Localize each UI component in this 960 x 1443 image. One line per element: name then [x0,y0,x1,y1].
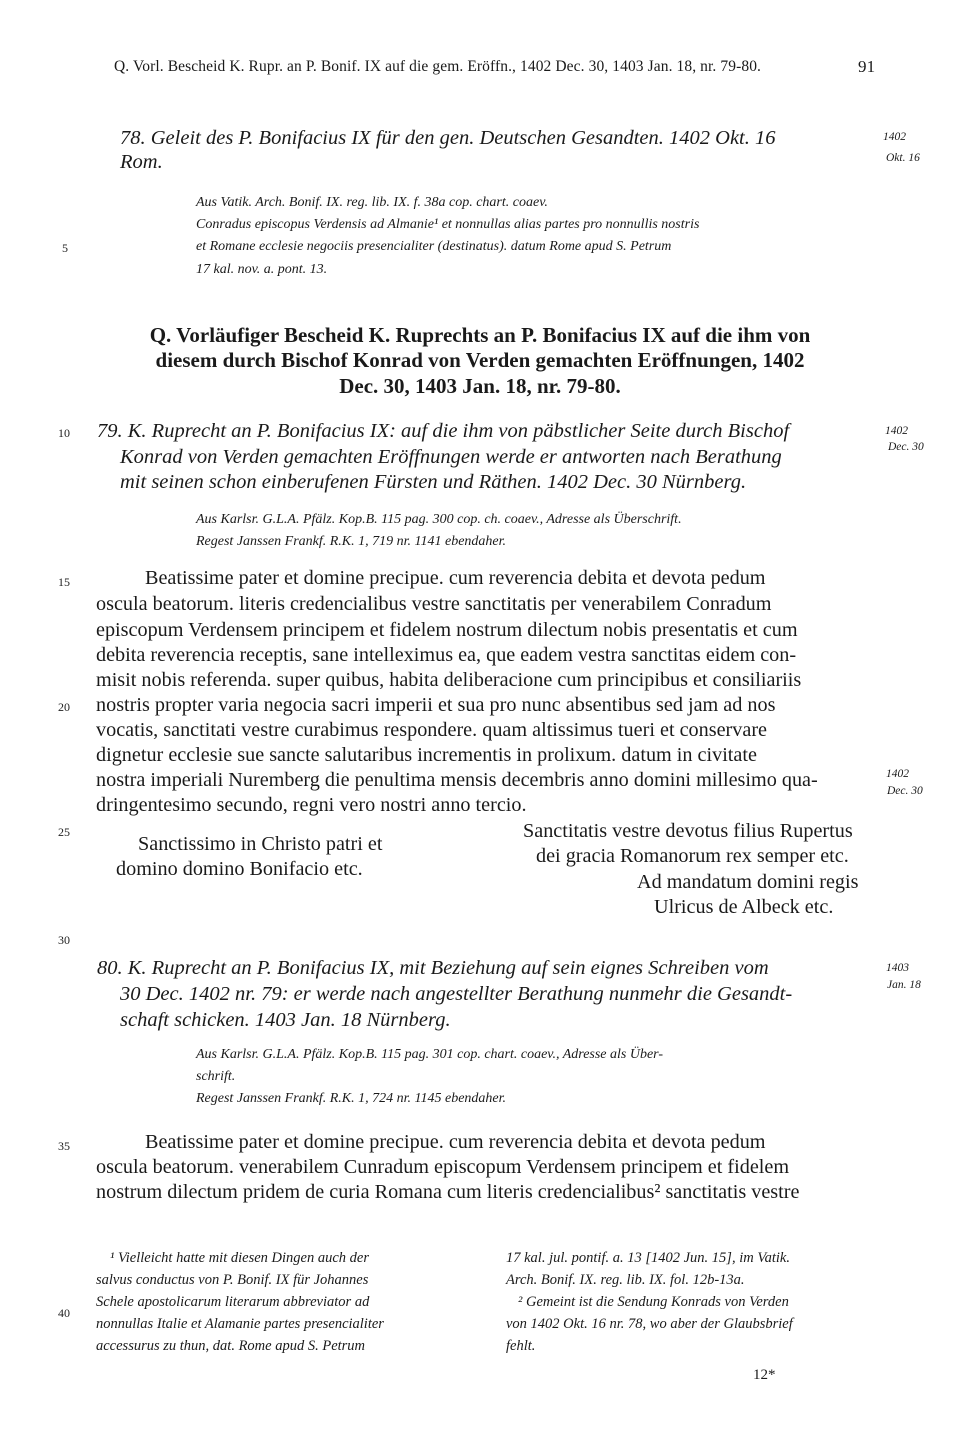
doc80-heading-line-3: schaft schicken. 1403 Jan. 18 Nürnberg. [120,1009,451,1031]
line-number-25: 25 [58,825,70,839]
line-number-15: 15 [58,575,70,589]
doc80-margin-year: 1403 [886,962,909,974]
doc79-text-line-4: debita reverencia receptis, sane intelleximus ea, que eadem vestra sanctitas eidem con- [96,644,797,666]
page-number: 91 [858,57,876,76]
doc78-source-line-3: et Romane ecclesie negociis presencialiter (destinatus). datum Rome apud S. Petrum [196,239,672,254]
doc79-text-line-2: oscula beatorum. literis credencialibus vestre sanctitatis per venerabilem Conradum [96,593,772,615]
doc79-address-line-1: Sanctissimo in Christo patri et [138,833,383,855]
doc79-text-line-8: dignetur ecclesie sue sancte salutaribus incrementis in prolixum. datum in civitate [96,744,757,766]
doc79-text-line-6: nostris propter varia negocia sacri imperii et sua pro nunc absentibus sed jam ad nos [96,694,776,716]
doc79-signature-line-2: dei gracia Romanorum rex semper etc. [536,845,849,867]
section-q-title-line-3: Dec. 30, 1403 Jan. 18, nr. 79-80. [339,374,621,398]
footnote-right-line-1: 17 kal. jul. pontif. a. 13 [1402 Jun. 15], im Vatik. [506,1250,790,1266]
doc78-source-line-4: 17 kal. nov. a. pont. 13. [196,262,328,277]
section-q-title-line-2: diesem durch Bischof Konrad von Verden gemachten Eröffnungen, 1402 [155,348,805,372]
doc80-text-line-1: Beatissime pater et domine precipue. cum reverencia debita et devota pedum [145,1131,766,1153]
footnote-right-line-2: Arch. Bonif. IX. reg. lib. IX. fol. 12b-13a. [506,1272,745,1288]
footnote-left-line-4: nonnullas Italie et Alamanie partes presencialiter [96,1316,384,1332]
doc79-text-line-9: nostra imperiali Nuremberg die penultima mensis decembris anno domini millesimo qua- [96,769,818,791]
doc80-heading-line-2: 30 Dec. 1402 nr. 79: er werde nach angestellter Berathung nunmehr die Gesandt- [120,983,793,1005]
doc80-source-line-2: schrift. [196,1069,236,1084]
footnote-right-line-3: ² Gemeint ist die Sendung Konrads von Verden [518,1294,789,1310]
doc80-source-line-1: Aus Karlsr. G.L.A. Pfälz. Kop.B. 115 pag. 301 cop. chart. coaev., Adresse als Über- [196,1047,664,1062]
doc79-heading-line-2: Konrad von Verden gemachten Eröffnungen werde er antworten nach Berathung [120,446,782,468]
doc79-text-line-7: vocatis, sanctitati vestre curabimus respondere. quam altissimus tueri et conservare [96,719,768,741]
doc79-source-line-2: Regest Janssen Frankf. R.K. 1, 719 nr. 1141 ebendaher. [196,534,507,549]
line-number-5: 5 [62,241,68,255]
doc80-text-line-2: oscula beatorum. venerabilem Cunradum episcopum Verdensem principem et fidelem [96,1156,790,1178]
line-number-20: 20 [58,700,70,714]
footnote-left-line-1: ¹ Vielleicht hatte mit diesen Dingen auch der [110,1250,369,1266]
doc79-signature-line-1: Sanctitatis vestre devotus filius Rupertus [523,820,853,842]
line-number-30: 30 [58,933,70,947]
footnote-right-line-4: von 1402 Okt. 16 nr. 78, wo aber der Glaubsbrief [506,1316,793,1332]
doc78-margin-year: 1402 [883,131,906,143]
doc78-heading-line1: 78. Geleit des P. Bonifacius IX für den gen. Deutschen Gesandten. 1402 Okt. 16 [120,127,776,149]
section-q-title-line-1: Q. Vorläufiger Bescheid K. Ruprechts an P. Bonifacius IX auf die ihm von [149,323,811,347]
doc79-address-line-2: domino domino Bonifacio etc. [116,858,363,880]
doc78-source-line-2: Conradus episcopus Verdensis ad Almanie¹ et nonnullas alias partes pro nonnullis nostris [196,217,700,232]
doc79-signature-line-4: Ulricus de Albeck etc. [654,896,834,918]
printer-signature-mark: 12* [753,1367,776,1383]
doc80-text-line-3: nostrum dilectum pridem de curia Romana cum literis credencialibus² sanctitatis vestre [96,1181,800,1203]
line-number-35: 35 [58,1139,70,1153]
doc79-text-line-1: Beatissime pater et domine precipue. cum reverencia debita et devota pedum [145,567,766,589]
footnote-left-line-3: Schele apostolicarum literarum abbreviator ad [96,1294,370,1310]
footnote-left-line-5: accessurus zu thun, dat. Rome apud S. Petrum [96,1338,366,1354]
doc79-heading-line-3: mit seinen schon einberufenen Fürsten und Räthen. 1402 Dec. 30 Nürnberg. [120,471,747,493]
doc79-heading-margin-year: 1402 [885,425,908,437]
doc79-heading-line-1: 79. K. Ruprecht an P. Bonifacius IX: auf die ihm von päbstlicher Seite durch Bischof [97,420,790,442]
footnote-right-line-5: fehlt. [506,1338,536,1354]
doc78-source-line-1: Aus Vatik. Arch. Bonif. IX. reg. lib. IX. f. 38a cop. chart. coaev. [196,195,548,210]
doc80-source-line-3: Regest Janssen Frankf. R.K. 1, 724 nr. 1145 ebendaher. [196,1091,507,1106]
doc79-heading-margin-date: Dec. 30 [888,441,924,453]
footnote-left-line-2: salvus conductus von P. Bonif. IX für Johannes [96,1272,369,1288]
doc78-heading-line2: Rom. [120,151,163,173]
doc79-source-line-1: Aus Karlsr. G.L.A. Pfälz. Kop.B. 115 pag. 300 cop. ch. coaev., Adresse als Überschrift. [196,512,682,527]
doc79-text-line-5: misit nobis referenda. super quibus, habita deliberacione cum principibus et consiliariis [96,669,802,691]
doc79-text-line-3: episcopum Verdensem principem et fidelem nostrum dilectum nobis presentatis et cum [96,619,798,641]
line-number-40: 40 [58,1306,70,1320]
running-head: Q. Vorl. Bescheid K. Rupr. an P. Bonif. IX auf die gem. Eröffn., 1402 Dec. 30, 1403 Jan. 18, nr. 79-80. [114,58,762,75]
doc80-margin-date: Jan. 18 [887,979,921,991]
doc79-text-margin-year: 1402 [886,768,909,780]
line-number-10: 10 [58,426,70,440]
doc79-signature-line-3: Ad mandatum domini regis [637,871,859,893]
doc79-text-margin-date: Dec. 30 [887,785,923,797]
doc79-text-line-10: dringentesimo secundo, regni vero nostri anno tercio. [96,794,527,816]
doc78-margin-date: Okt. 16 [886,152,920,164]
doc80-heading-line-1: 80. K. Ruprecht an P. Bonifacius IX, mit Beziehung auf sein eignes Schreiben vom [97,957,769,979]
